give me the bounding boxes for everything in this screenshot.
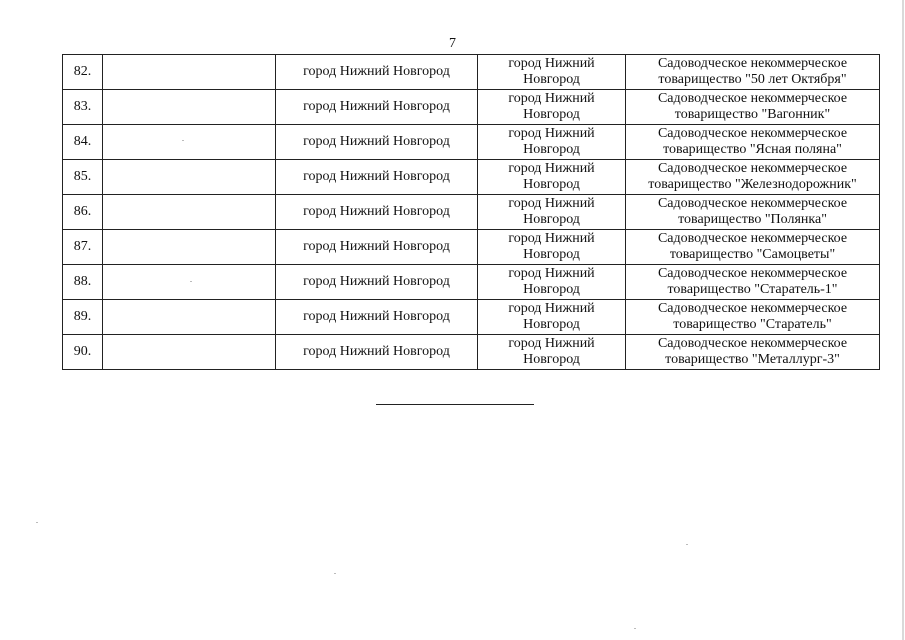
settlement-line: Новгород (523, 107, 580, 122)
table-row (63, 335, 880, 370)
merged-empty-cell (103, 335, 276, 370)
merged-empty-cell (103, 265, 276, 300)
table-row (63, 55, 880, 90)
settlement-line: Новгород (523, 212, 580, 227)
organization-line: товарищество "Полянка" (678, 212, 827, 227)
organization-cell (626, 90, 880, 125)
organization-cell (626, 55, 880, 90)
scan-speck (686, 544, 688, 545)
municipality-cell: город Нижний Новгород (276, 90, 478, 125)
scan-edge (902, 0, 904, 640)
settlement-cell (478, 195, 626, 230)
settlement-line: город Нижний (508, 161, 595, 176)
settlement-line: Новгород (523, 177, 580, 192)
settlement-line: город Нижний (508, 266, 595, 281)
organization-line: Садоводческое некоммерческое (657, 196, 848, 211)
table-row (63, 160, 880, 195)
organization-line: товарищество "Старатель" (673, 317, 832, 332)
municipality-cell: город Нижний Новгород (276, 335, 478, 370)
municipality-cell: город Нижний Новгород (276, 195, 478, 230)
settlement-cell (478, 90, 626, 125)
municipality-cell: город Нижний Новгород (276, 300, 478, 335)
organization-cell (626, 265, 880, 300)
row-number: 87. (63, 230, 103, 265)
row-number: 83. (63, 90, 103, 125)
organization-line: Садоводческое некоммерческое (657, 56, 848, 71)
table-row (63, 195, 880, 230)
row-number: 88. (63, 265, 103, 300)
organization-line: Садоводческое некоммерческое (657, 266, 848, 281)
organization-line: товарищество "Железнодорожник" (648, 177, 857, 192)
settlement-cell (478, 300, 626, 335)
row-number: 86. (63, 195, 103, 230)
settlement-cell (478, 265, 626, 300)
row-number: 90. (63, 335, 103, 370)
scan-speck (634, 628, 636, 629)
table-row (63, 300, 880, 335)
row-number: 84. (63, 125, 103, 160)
organization-line: Садоводческое некоммерческое (657, 231, 848, 246)
merged-empty-cell (103, 55, 276, 90)
organization-line: Садоводческое некоммерческое (657, 336, 848, 351)
settlement-line: Новгород (523, 72, 580, 87)
organization-line: Садоводческое некоммерческое (657, 91, 848, 106)
merged-empty-cell (103, 300, 276, 335)
settlement-line: Новгород (523, 282, 580, 297)
table-row (63, 230, 880, 265)
merged-empty-cell (103, 160, 276, 195)
settlement-cell (478, 125, 626, 160)
merged-empty-cell (103, 125, 276, 160)
settlement-cell (478, 335, 626, 370)
organization-line: товарищество "Старатель-1" (667, 282, 838, 297)
scan-speck (334, 573, 336, 574)
settlement-line: Новгород (523, 142, 580, 157)
organization-cell (626, 160, 880, 195)
organization-cell (626, 300, 880, 335)
organization-line: Садоводческое некоммерческое (657, 161, 848, 176)
scan-speck (182, 140, 184, 141)
registry-table (62, 54, 880, 370)
settlement-line: Новгород (523, 352, 580, 367)
municipality-cell: город Нижний Новгород (276, 125, 478, 160)
organization-cell (626, 230, 880, 265)
organization-cell (626, 335, 880, 370)
organization-line: товарищество "Металлург-3" (665, 352, 840, 367)
row-number: 85. (63, 160, 103, 195)
merged-empty-cell (103, 90, 276, 125)
row-number: 89. (63, 300, 103, 335)
scan-speck (190, 281, 192, 282)
organization-line: Садоводческое некоммерческое (657, 126, 848, 141)
registry-table-body (63, 55, 880, 370)
municipality-cell: город Нижний Новгород (276, 55, 478, 90)
settlement-line: город Нижний (508, 301, 595, 316)
settlement-line: город Нижний (508, 231, 595, 246)
settlement-line: город Нижний (508, 126, 595, 141)
settlement-line: город Нижний (508, 56, 595, 71)
settlement-line: Новгород (523, 317, 580, 332)
municipality-cell: город Нижний Новгород (276, 230, 478, 265)
row-number: 82. (63, 55, 103, 90)
merged-empty-cell (103, 230, 276, 265)
organization-line: Садоводческое некоммерческое (657, 301, 848, 316)
table-row (63, 90, 880, 125)
municipality-cell: город Нижний Новгород (276, 265, 478, 300)
table-row (63, 265, 880, 300)
organization-line: товарищество "Ясная поляна" (663, 142, 842, 157)
organization-cell (626, 195, 880, 230)
settlement-cell (478, 55, 626, 90)
municipality-cell: город Нижний Новгород (276, 160, 478, 195)
settlement-cell (478, 230, 626, 265)
page-number: 7 (449, 36, 456, 51)
organization-line: товарищество "Самоцветы" (669, 247, 836, 262)
merged-empty-cell (103, 195, 276, 230)
settlement-line: Новгород (523, 247, 580, 262)
organization-line: товарищество "50 лет Октября" (658, 72, 847, 87)
settlement-line: город Нижний (508, 336, 595, 351)
scan-speck (36, 522, 38, 523)
settlement-line: город Нижний (508, 91, 595, 106)
end-of-document-rule (376, 404, 534, 405)
settlement-line: город Нижний (508, 196, 595, 211)
table-row (63, 125, 880, 160)
organization-cell (626, 125, 880, 160)
organization-line: товарищество "Вагонник" (674, 107, 831, 122)
settlement-cell (478, 160, 626, 195)
